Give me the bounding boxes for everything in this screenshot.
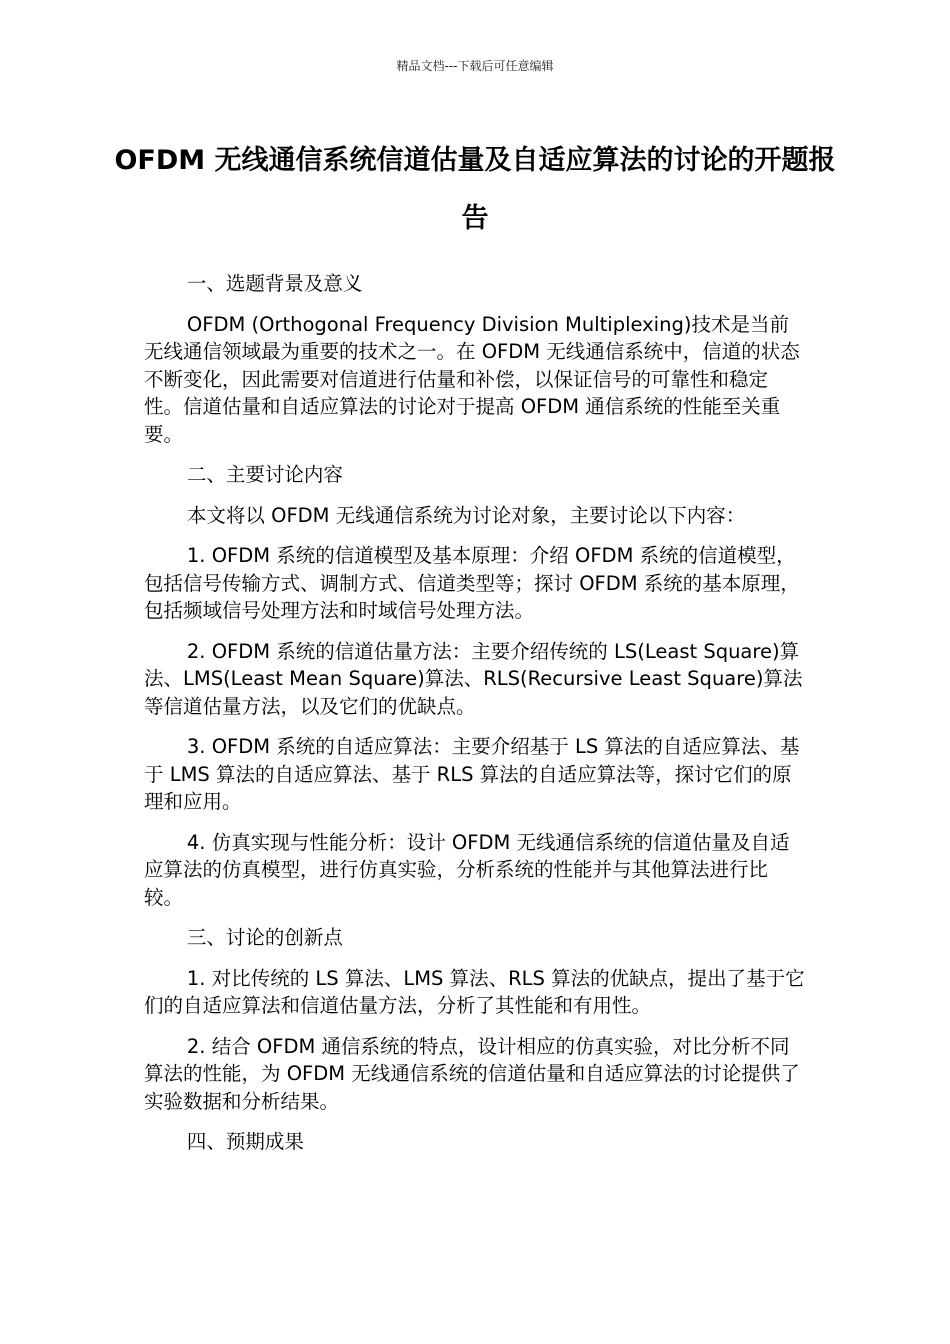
list-item-innovation-2: 2. 结合 OFDM 通信系统的特点，设计相应的仿真实验，对比分析不同算法的性能，为 OFDM 无线通信系统的信道估量和自适应算法的讨论提供了实验数据和分析结果。 — [144, 1034, 800, 1113]
document-title: OFDM 无线通信系统信道估量及自适应算法的讨论的开题报告 — [114, 145, 836, 234]
section-heading-main-content: 二、主要讨论内容 — [186, 463, 343, 486]
section-heading-background: 一、选题背景及意义 — [186, 272, 363, 295]
list-item-channel-model: 1. OFDM 系统的信道模型及基本原理：介绍 OFDM 系统的信道模型，包括信号传输方式、调制方式、信道类型等；探讨 OFDM 系统的基本原理，包括频域信号处理方法和时域信号处理方法。 — [144, 544, 800, 622]
list-item-channel-estimation: 2. OFDM 系统的信道估量方法：主要介绍传统的 LS(Least Square)算法、LMS(Least Mean Square)算法、RLS(Recursive Least Square)算法等信道估量方法，以及它们的优缺点。 — [144, 639, 803, 718]
list-item-adaptive-algorithm: 3. OFDM 系统的自适应算法：主要介绍基于 LS 算法的自适应算法、基于 LMS 算法的自适应算法、基于 RLS 算法的自适应算法等，探讨它们的原理和应用。 — [144, 735, 800, 813]
list-item-innovation-1: 1. 对比传统的 LS 算法、LMS 算法、RLS 算法的优缺点，提出了基于它们的自适应算法和信道估量方法，分析了其性能和有用性。 — [144, 966, 805, 1017]
section-heading-expected-results: 四、预期成果 — [186, 1130, 304, 1153]
paragraph-background: OFDM (Orthogonal Frequency Division Multiplexing)技术是当前无线通信领域最为重要的技术之一。在 OFDM 无线通信系统中，信道的状态不断变化，因此需要对信道进行估量和补偿，以保证信号的可靠性和稳定性。信道估量和自适应算法的讨论对于提高 OFDM 通信系统的性能至关重要。 — [144, 312, 800, 446]
section-heading-innovation: 三、讨论的创新点 — [186, 926, 343, 949]
paragraph-main-intro: 本文将以 OFDM 无线通信系统为讨论对象，主要讨论以下内容： — [186, 503, 746, 527]
header-note: 精品文档---下载后可任意编辑 — [396, 59, 554, 73]
list-item-simulation: 4. 仿真实现与性能分析：设计 OFDM 无线通信系统的信道估量及自适应算法的仿真模型，进行仿真实验，分析系统的性能并与其他算法进行比较。 — [144, 830, 790, 909]
document-body — [144, 270, 806, 1169]
